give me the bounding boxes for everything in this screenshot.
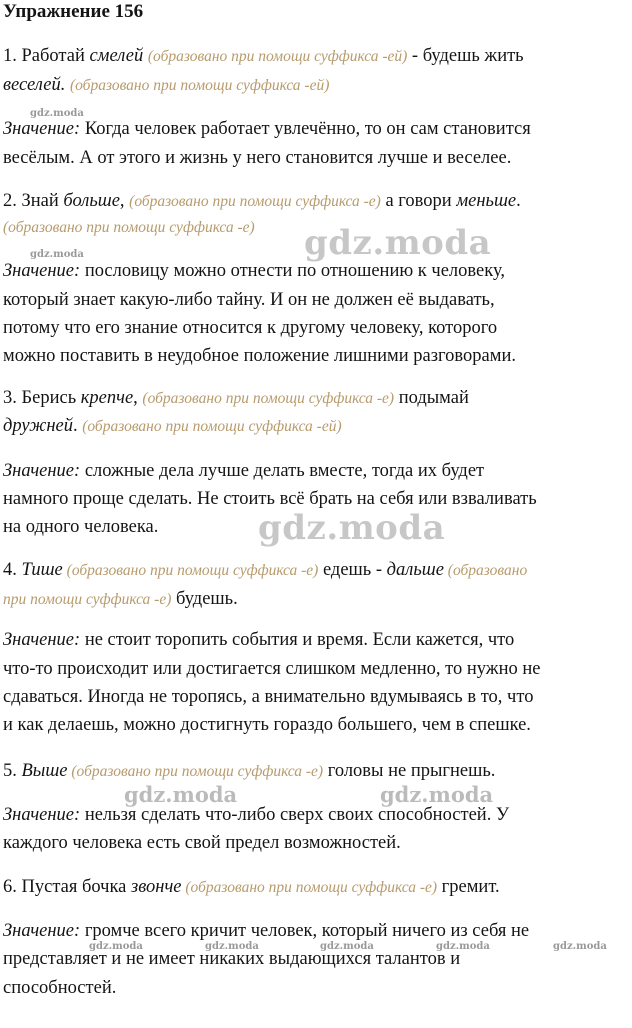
- proverb-1-word: смелей: [89, 46, 144, 66]
- proverb-4-note-2-start: (образовано: [443, 562, 528, 579]
- watermark: gdz.moda: [258, 508, 446, 548]
- proverb-3-text-end: подымай: [394, 388, 469, 408]
- watermark: gdz.moda: [205, 941, 259, 952]
- proverb-3-word: крепче: [80, 388, 134, 408]
- proverb-6-word: звонче: [131, 877, 182, 897]
- watermark: gdz.moda: [30, 249, 84, 260]
- proverb-4-text-mid: едешь -: [318, 560, 387, 580]
- watermark: gdz.moda: [124, 782, 238, 807]
- watermark: gdz.moda: [304, 223, 492, 263]
- proverb-3-period: .: [72, 416, 83, 436]
- proverb-5-number: 5.: [3, 761, 22, 781]
- proverb-2-period: .: [516, 191, 521, 211]
- exercise-title: Упражнение 156: [3, 1, 144, 22]
- proverb-3-comma: ,: [133, 388, 143, 408]
- proverb-2-text: 2. Знай: [3, 191, 64, 211]
- proverb-4-word-2: дальше: [386, 560, 444, 580]
- proverb-4-line-2: [3, 586, 629, 613]
- meaning-2-line-2: который знает какую-либо тайну. И он не должен её выдавать,: [3, 290, 495, 310]
- meaning-6-line-2: представляет и не имеет никаких выдающихся талантов и: [3, 949, 461, 969]
- watermark: gdz.moda: [380, 782, 494, 807]
- meaning-4-line-2: что-то происходит или достигается слишком медленно, то нужно не: [3, 659, 541, 679]
- meaning-3-text-1: сложные дела лучше делать вместе, тогда их будет: [80, 461, 485, 481]
- meaning-1-line-2: весёлым. А от этого и жизнь у него становится лучше и веселее.: [3, 148, 512, 168]
- proverb-4-text-end: будешь.: [171, 589, 238, 609]
- proverb-5-note: (образовано при помощи суффикса -е): [67, 763, 324, 780]
- proverb-1-note-2: (образовано при помощи суффикса -ей): [69, 77, 330, 94]
- watermark: gdz.moda: [320, 941, 374, 952]
- meaning-4-line-4: и как делаешь, можно достигнуть гораздо большего, чем в спешке.: [3, 715, 531, 735]
- proverb-6-note: (образовано при помощи суффикса -е): [181, 879, 438, 896]
- meaning-5-line-1: [3, 802, 629, 828]
- meaning-1-text-1: Когда человек работает увлечённо, то он сам становится: [80, 119, 531, 139]
- meaning-4-text-1: не стоит торопить события и время. Если кажется, что: [80, 630, 515, 650]
- meaning-5-label: Значение:: [3, 805, 81, 825]
- meaning-3-line-1: [3, 458, 629, 484]
- proverb-2-note-2: (образовано при помощи суффикса -е): [3, 219, 255, 236]
- proverb-1-text-end: - будешь жить: [407, 46, 524, 66]
- proverb-5-word: Выше: [21, 761, 68, 781]
- proverb-2-word-2: меньше: [456, 191, 517, 211]
- meaning-4-label: Значение:: [3, 630, 81, 650]
- proverb-1-line-1: [3, 43, 629, 70]
- proverb-5-line-1: [3, 758, 629, 785]
- meaning-6-line-3: способностей.: [3, 978, 117, 998]
- watermark: gdz.moda: [553, 941, 607, 952]
- proverb-2-comma: ,: [119, 191, 130, 211]
- watermark: gdz.moda: [30, 108, 84, 119]
- proverb-4-note: (образовано при помощи суффикса -е): [62, 562, 319, 579]
- proverb-4-line-1: [3, 557, 629, 584]
- proverb-2-word: больше: [63, 191, 120, 211]
- meaning-3-label: Значение:: [3, 461, 81, 481]
- proverb-1-note: (образовано при помощи суффикса -ей): [147, 48, 408, 65]
- proverb-6-line-1: [3, 874, 629, 901]
- meaning-1-label: Значение:: [3, 119, 81, 139]
- proverb-3-word-2: дружней: [3, 416, 73, 436]
- meaning-6-label: Значение:: [3, 921, 81, 941]
- proverb-4-number: 4.: [3, 560, 22, 580]
- watermark: gdz.moda: [89, 941, 143, 952]
- proverb-4-word: Тише: [21, 560, 63, 580]
- meaning-5-line-2: каждого человека есть свой предел возможностей.: [3, 833, 401, 853]
- proverb-2-text-mid: а говори: [380, 191, 457, 211]
- proverb-5-text-end: головы не прыгнешь.: [323, 761, 496, 781]
- meaning-2-label: Значение:: [3, 261, 81, 281]
- meaning-3-line-3: на одного человека.: [3, 517, 159, 537]
- meaning-2-text-1: пословицу можно отнести по отношению к человеку,: [80, 261, 505, 281]
- proverb-3-note: (образовано при помощи суффикса -е): [142, 390, 395, 407]
- proverb-4-note-2-end: при помощи суффикса -е): [3, 591, 172, 608]
- proverb-3-line-2: [3, 413, 629, 440]
- proverb-6-text-end: гремит.: [437, 877, 500, 897]
- watermark: gdz.moda: [436, 941, 490, 952]
- proverb-3-note-2: (образовано при помощи суффикса -ей): [82, 418, 342, 435]
- meaning-5-text-1: нельзя сделать что-либо сверх своих способностей. У: [80, 805, 510, 825]
- meaning-4-line-3: сдаваться. Иногда не торопясь, а внимательно вдумываясь в то, что: [3, 687, 534, 707]
- meaning-3-line-2: намного проще сделать. Не стоить всё брать на себя или взваливать: [3, 489, 537, 509]
- proverb-2-note: (образовано при помощи суффикса -е): [129, 193, 381, 210]
- proverb-2-line-1: [3, 188, 629, 215]
- proverb-3-line-1: [3, 385, 629, 412]
- proverb-6-text: 6. Пустая бочка: [3, 877, 132, 897]
- meaning-2-line-4: можно поставить в неудобное положение лишними разговорами.: [3, 346, 516, 366]
- meaning-6-text-1: громче всего кричит человек, который ничего из себя не: [80, 921, 530, 941]
- meaning-1-line-1: [3, 116, 629, 142]
- proverb-1-line-2: [3, 72, 629, 99]
- meaning-2-line-3: потому что его знание относится к другому человеку, которого: [3, 318, 498, 338]
- proverb-1-text: 1. Работай: [3, 46, 90, 66]
- proverb-1-word-2: веселей.: [3, 75, 66, 95]
- meaning-4-line-1: [3, 627, 629, 653]
- proverb-3-text: 3. Берись: [3, 388, 81, 408]
